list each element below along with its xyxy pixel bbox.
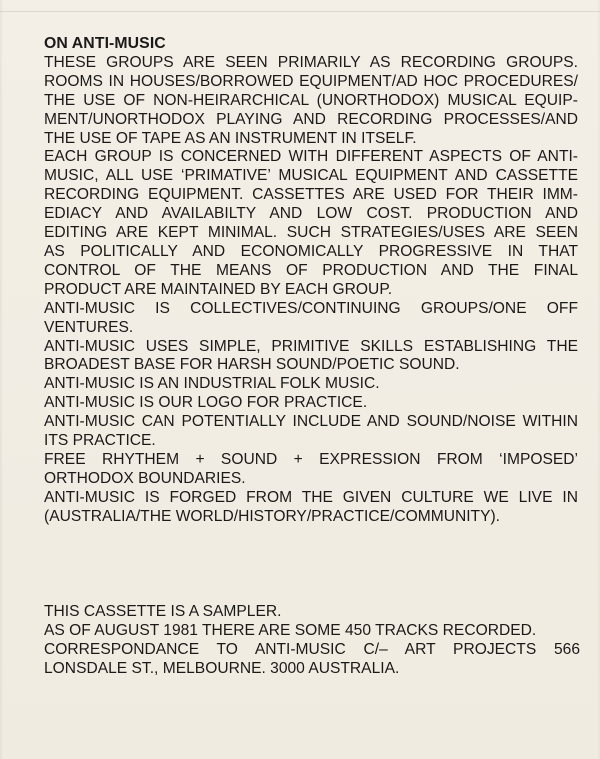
body-line-24: ANTI-MUSIC IS FORGED FROM THE GIVEN CULTURE WE LIVE IN — [44, 488, 578, 506]
body-line-1: THESE GROUPS ARE SEEN PRIMARILY AS RECORDING GROUPS. — [44, 53, 578, 71]
body-line-25: (AUSTRALIA/THE WORLD/HISTORY/PRACTICE/COMMUNITY). — [44, 507, 501, 525]
body-line-3: THE USE OF NON-HEIRARCHICAL (UNORTHODOX) MUSICAL EQUIP- — [44, 91, 578, 109]
footer-line-4: LONSDALE ST., MELBOURNE. 3000 AUSTRALIA. — [44, 659, 400, 677]
page-title: ON ANTI-MUSIC — [44, 35, 166, 52]
footer-text-block — [44, 603, 580, 679]
fold-line — [0, 11, 600, 12]
body-line-15: VENTURES. — [44, 318, 134, 336]
body-line-14: ANTI-MUSIC IS COLLECTIVES/CONTINUING GROUPS/ONE OFF — [44, 299, 578, 317]
body-line-11: AS POLITICALLY AND ECONOMICALLY PROGRESSIVE IN THAT — [44, 242, 578, 260]
body-line-8: RECORDING EQUIPMENT. CASSETTES ARE USED FOR THEIR IMM- — [44, 186, 578, 204]
body-line-16: ANTI-MUSIC USES SIMPLE, PRIMITIVE SKILLS ESTABLISHING THE — [44, 337, 578, 355]
body-line-21: ITS PRACTICE. — [44, 432, 156, 450]
body-lines — [44, 54, 578, 527]
body-line-22: FREE RHYTHEM + SOUND + EXPRESSION FROM ‘IMPOSED’ — [44, 450, 578, 468]
body-line-13: PRODUCT ARE MAINTAINED BY EACH GROUP. — [44, 280, 393, 298]
body-line-12: CONTROL OF THE MEANS OF PRODUCTION AND THE FINAL — [44, 261, 578, 279]
footer-line-3: CORRESPONDANCE TO ANTI-MUSIC C/– ART PROJECTS 566 — [44, 640, 580, 658]
body-line-23: ORTHODOX BOUNDARIES. — [44, 469, 246, 487]
footer-line-1: THIS CASSETTE IS A SAMPLER. — [44, 603, 282, 620]
footer-lines — [44, 603, 580, 679]
body-line-6: EACH GROUP IS CONCERNED WITH DIFFERENT ASPECTS OF ANTI- — [44, 148, 578, 166]
body-line-5: THE USE OF TAPE AS AN INSTRUMENT IN ITSELF. — [44, 129, 417, 147]
body-line-17: BROADEST BASE FOR HARSH SOUND/POETIC SOUND. — [44, 356, 460, 374]
main-text-block — [44, 35, 578, 527]
footer-line-2: AS OF AUGUST 1981 THERE ARE SOME 450 TRACKS RECORDED. — [44, 621, 537, 639]
body-line-20: ANTI-MUSIC CAN POTENTIALLY INCLUDE AND SOUND/NOISE WITHIN — [44, 413, 578, 431]
body-line-9: EDIACY AND AVAILABILTY AND LOW COST. PRODUCTION AND — [44, 205, 578, 223]
body-line-19: ANTI-MUSIC IS OUR LOGO FOR PRACTICE. — [44, 394, 368, 412]
body-line-10: EDITING ARE KEPT MINIMAL. SUCH STRATEGIES/USES ARE SEEN — [44, 224, 578, 242]
body-line-2: ROOMS IN HOUSES/BORROWED EQUIPMENT/AD HOC PROCEDURES/ — [44, 72, 578, 90]
body-line-7: MUSIC, ALL USE ‘PRIMATIVE’ MUSICAL EQUIPMENT AND CASSETTE — [44, 167, 578, 185]
body-line-4: MENT/UNORTHODOX PLAYING AND RECORDING PROCESSES/AND — [44, 110, 578, 128]
body-line-18: ANTI-MUSIC IS AN INDUSTRIAL FOLK MUSIC. — [44, 375, 380, 393]
